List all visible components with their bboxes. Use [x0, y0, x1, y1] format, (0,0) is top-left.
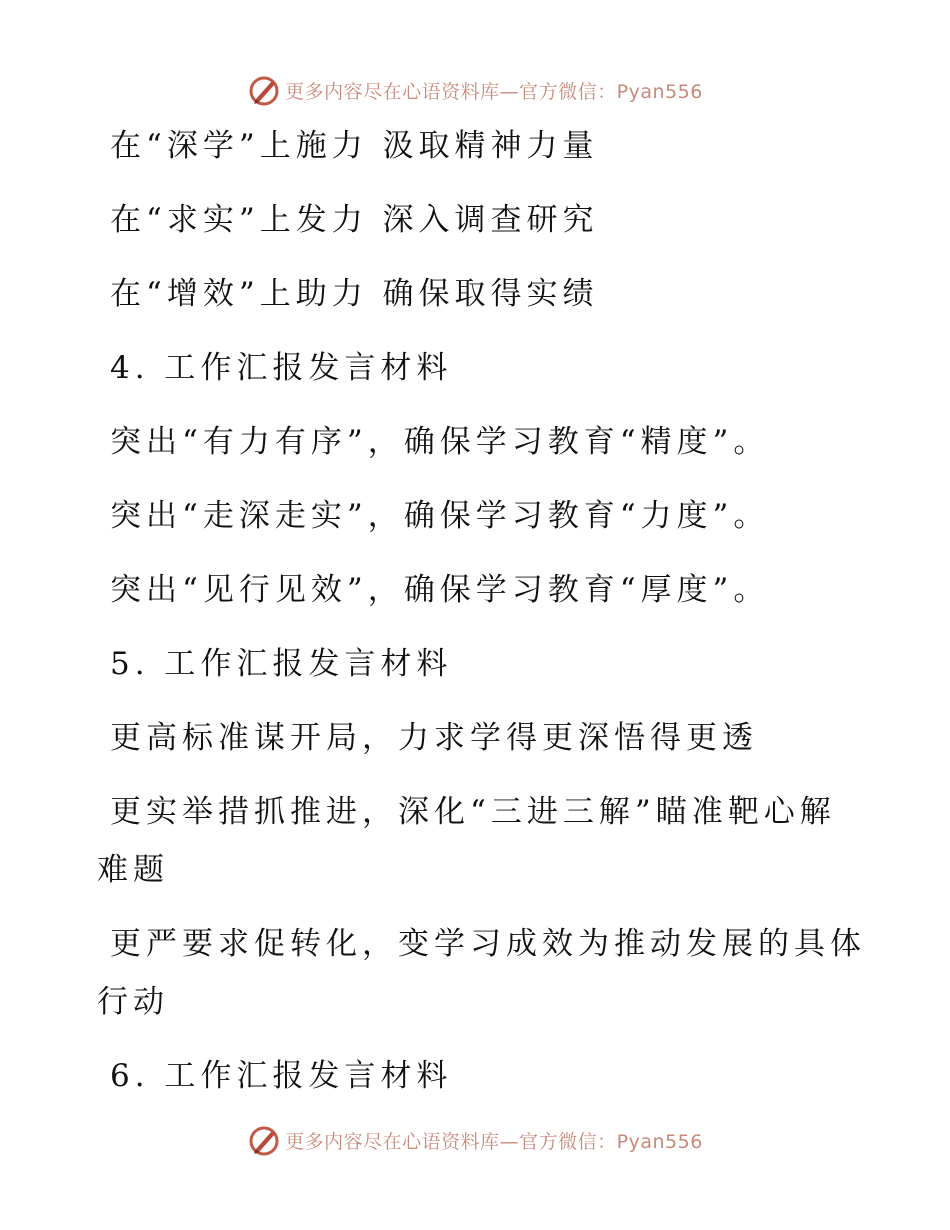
text-line: 在“深学”上施力 汲取精神力量 — [110, 128, 599, 164]
watermark-header — [0, 70, 950, 110]
text-line: 突出“有力有序”，确保学习教育“精度”。 — [110, 424, 770, 460]
pen-logo-icon — [247, 1123, 281, 1157]
watermark-text: 更多内容尽在心语资料库—官方微信：Pyan556 — [285, 80, 703, 103]
text-line: 突出“走深走实”，确保学习教育“力度”。 — [110, 498, 770, 534]
section-heading: 5. 工作汇报发言材料 — [110, 646, 453, 682]
text-line-wrap: 行动 — [97, 984, 169, 1020]
watermark-text: 更多内容尽在心语资料库—官方微信：Pyan556 — [285, 1130, 703, 1153]
section-heading: 4. 工作汇报发言材料 — [110, 350, 453, 386]
text-line-wrap: 难题 — [97, 852, 169, 888]
text-line: 更实举措抓推进，深化“三进三解”瞄准靶心解 — [110, 794, 836, 830]
text-line: 在“增效”上助力 确保取得实绩 — [110, 276, 599, 312]
pen-logo-icon — [247, 73, 281, 107]
text-line: 突出“见行见效”，确保学习教育“厚度”。 — [110, 572, 770, 608]
text-line: 在“求实”上发力 深入调查研究 — [110, 202, 599, 238]
text-line: 更高标准谋开局，力求学得更深悟得更透 — [110, 720, 758, 756]
text-line: 更严要求促转化，变学习成效为推动发展的具体 — [110, 926, 866, 962]
watermark-footer — [0, 1120, 950, 1160]
section-heading: 6. 工作汇报发言材料 — [110, 1058, 453, 1094]
